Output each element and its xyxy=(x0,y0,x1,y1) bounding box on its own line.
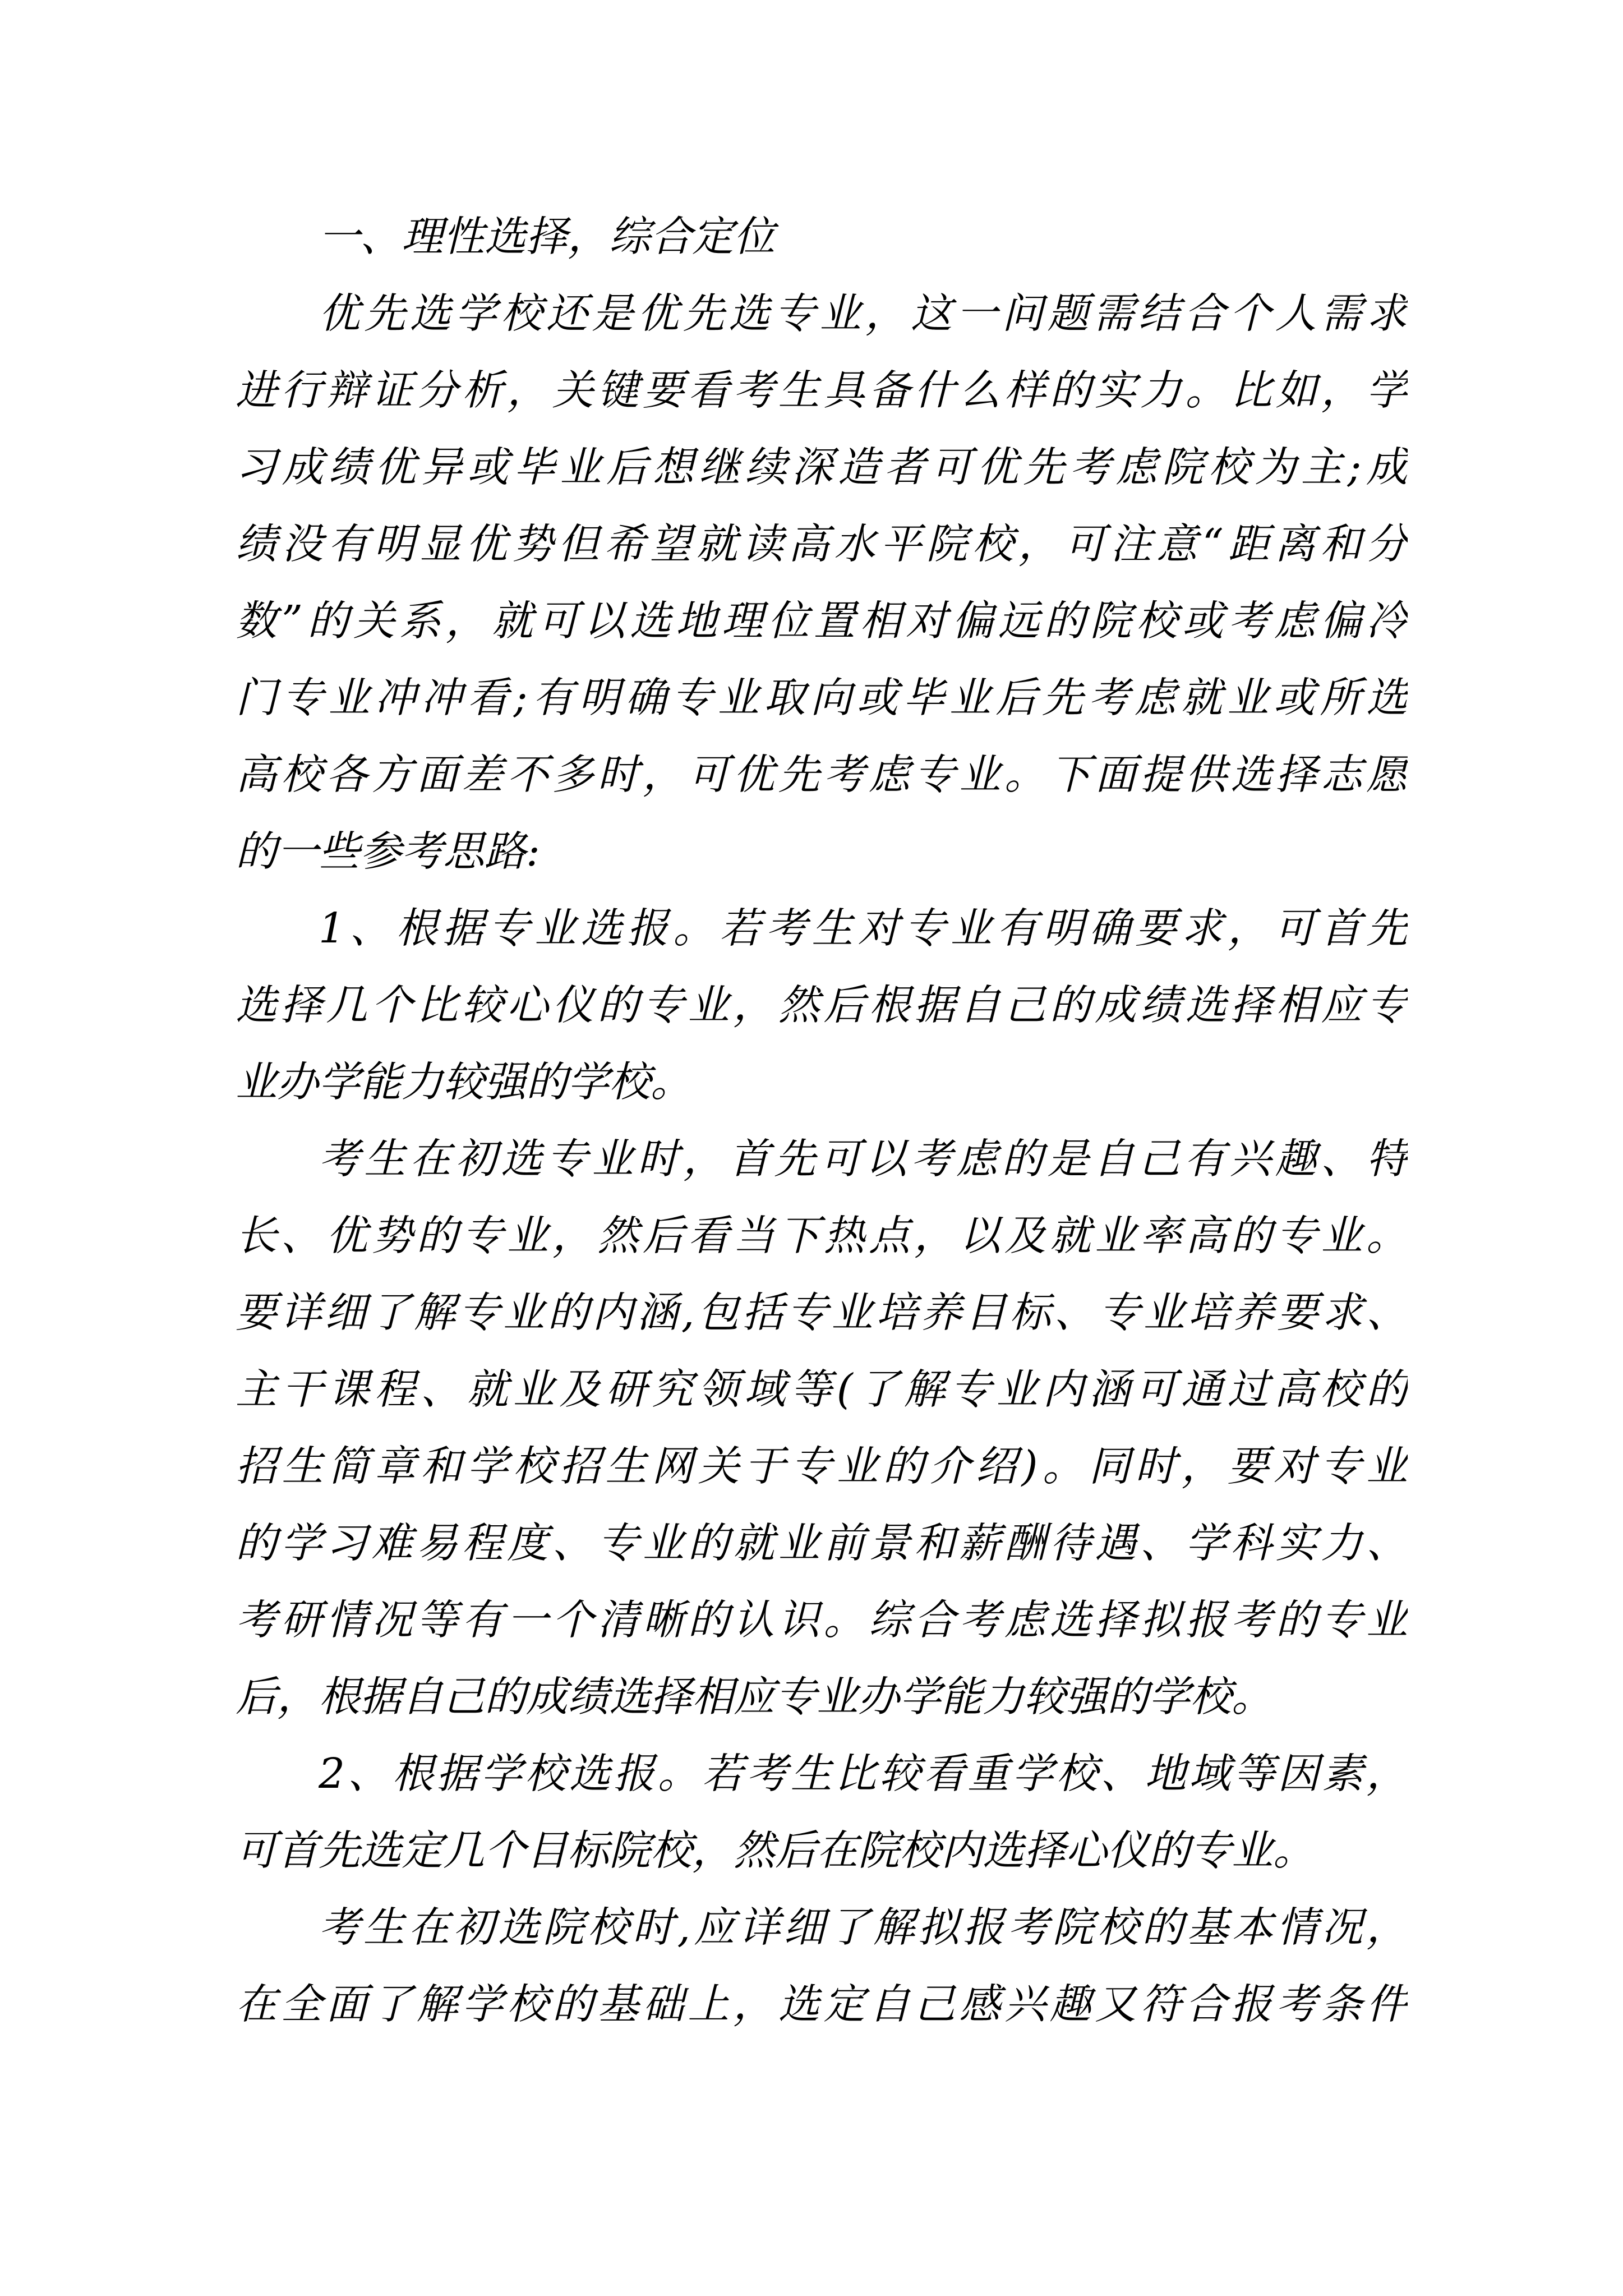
text-line: 考生在初选院校时,应详细了解拟报考院校的基本情况， xyxy=(319,1903,1408,1952)
text-line: 门专业冲冲看;有明确专业取向或毕业后先考虑就业或所选 xyxy=(236,674,1408,722)
text-line: 业办学能力较强的学校。 xyxy=(236,1058,692,1106)
text-line: 高校各方面差不多时，可优先考虑专业。下面提供选择志愿 xyxy=(236,751,1408,799)
text-line: 的学习难易程度、专业的就业前景和薪酬待遇、学科实力、 xyxy=(236,1519,1408,1567)
document-body xyxy=(236,199,1408,2043)
text-line: 选择几个比较心仪的专业，然后根据自己的成绩选择相应专 xyxy=(236,981,1408,1029)
text-line: 后，根据自己的成绩选择相应专业办学能力较强的学校。 xyxy=(236,1673,1273,1721)
section-heading: 一、理性选择，综合定位 xyxy=(319,213,775,261)
text-line: 的一些参考思路: xyxy=(236,827,540,876)
text-line: 在全面了解学校的基础上，选定自己感兴趣又符合报考条件 xyxy=(236,1980,1408,2028)
text-line: 考研情况等有一个清晰的认识。综合考虑选择拟报考的专业 xyxy=(236,1596,1408,1644)
text-line: 绩没有明显优势但希望就读高水平院校，可注意“距离和分 xyxy=(236,520,1408,568)
text-line: 要详细了解专业的内涵,包括专业培养目标、专业培养要求、 xyxy=(236,1289,1408,1337)
text-line: 数”的关系，就可以选地理位置相对偏远的院校或考虑偏冷 xyxy=(236,597,1408,645)
text-line: 招生简章和学校招生网关于专业的介绍)。同时，要对专业 xyxy=(236,1442,1408,1490)
text-line: 优先选学校还是优先选专业，这一问题需结合个人需求 xyxy=(319,289,1408,338)
text-line: 考生在初选专业时，首先可以考虑的是自己有兴趣、特 xyxy=(319,1135,1408,1183)
text-line: 习成绩优异或毕业后想继续深造者可优先考虑院校为主;成 xyxy=(236,443,1408,491)
text-line: 主干课程、就业及研究领域等(了解专业内涵可通过高校的 xyxy=(236,1365,1408,1414)
text-line: 进行辩证分析，关键要看考生具备什么样的实力。比如，学 xyxy=(236,366,1408,415)
text-line: 可首先选定几个目标院校，然后在院校内选择心仪的专业。 xyxy=(236,1826,1315,1875)
text-line: 1、根据专业选报。若考生对专业有明确要求，可首先 xyxy=(319,904,1408,953)
text-line: 长、优势的专业，然后看当下热点，以及就业率高的专业。 xyxy=(236,1212,1408,1260)
text-line: 2、根据学校选报。若考生比较看重学校、地域等因素， xyxy=(319,1750,1408,1798)
